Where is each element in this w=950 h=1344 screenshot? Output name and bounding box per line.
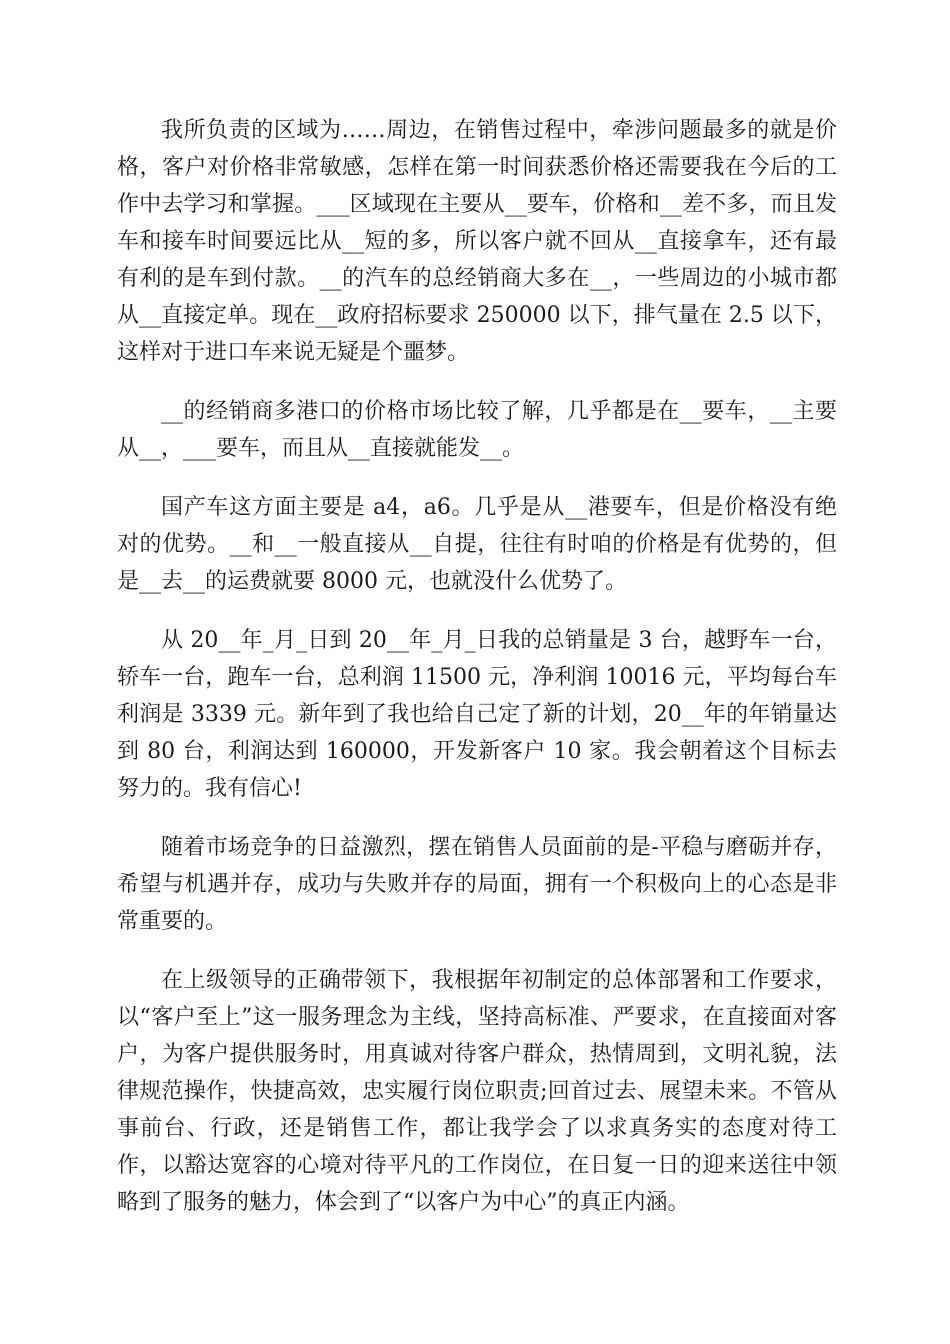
paragraph-service-philosophy: 在上级领导的正确带领下，我根据年初制定的总体部署和工作要求，以“客户至上”这一服务理念为主线，坚持高标准、严要求，在直接面对客户，为客户提供服务时，用真诚对待客户群众，热情周到，文明礼貌，法律规范操作，快捷高效，忠实履行岗位职责;回首过去、展望未来。不管从事前台、行政，还是销售工作，都让我学会了以求真务实的态度对待工作，以豁达宽容的心境对待平凡的工作岗位，在日复一日的迎来送往中领略到了服务的魅力，体会到了“以客户为中心”的真正内涵。 bbox=[117, 968, 837, 1215]
paragraph-domestic-cars: 国产车这方面主要是 a4，a6。几乎是从__港要车，但是价格没有绝对的优势。__和__一般直接从__自提，往往有时咱的价格是有优势的，但是__去__的运费就要 8000 元，也就没什么优势了。 bbox=[117, 495, 837, 594]
document-body bbox=[117, 112, 837, 1243]
paragraph-sales-results: 从 20__年_月_日到 20__年_月_日我的总销量是 3 台，越野车一台，轿车一台，跑车一台，总利润 11500 元，净利润 10016 元，平均每台车利润是 3339 元。新年到了我也给自己定了新的计划，20__年的年销量达到 80 台，利润达到 160000，开发新客户 10 家。我会朝着这个目标去努力的。我有信心! bbox=[117, 628, 837, 801]
paragraph-port-dealers: __的经销商多港口的价格市场比较了解，几乎都是在__要车，__主要从__，___要车，而且从__直接就能发__。 bbox=[117, 399, 837, 461]
paragraph-region-pricing: 我所负责的区域为……周边，在销售过程中，牵涉问题最多的就是价格，客户对价格非常敏感，怎样在第一时间获悉价格还需要我在今后的工作中去学习和掌握。___区域现在主要从__要车，价格和__差不多，而且发车和接车时间要远比从__短的多，所以客户就不回从__直接拿车，还有最有利的是车到付款。__的汽车的总经销商大多在__，一些周边的小城市都从__直接定单。现在__政府招标要求 250000 以下，排气量在 2.5 以下，这样对于进口车来说无疑是个噩梦。 bbox=[117, 118, 837, 365]
paragraph-market-competition: 随着市场竞争的日益激烈，摆在销售人员面前的是-平稳与磨砺并存，希望与机遇并存，成功与失败并存的局面，拥有一个积极向上的心态是非常重要的。 bbox=[117, 835, 837, 934]
